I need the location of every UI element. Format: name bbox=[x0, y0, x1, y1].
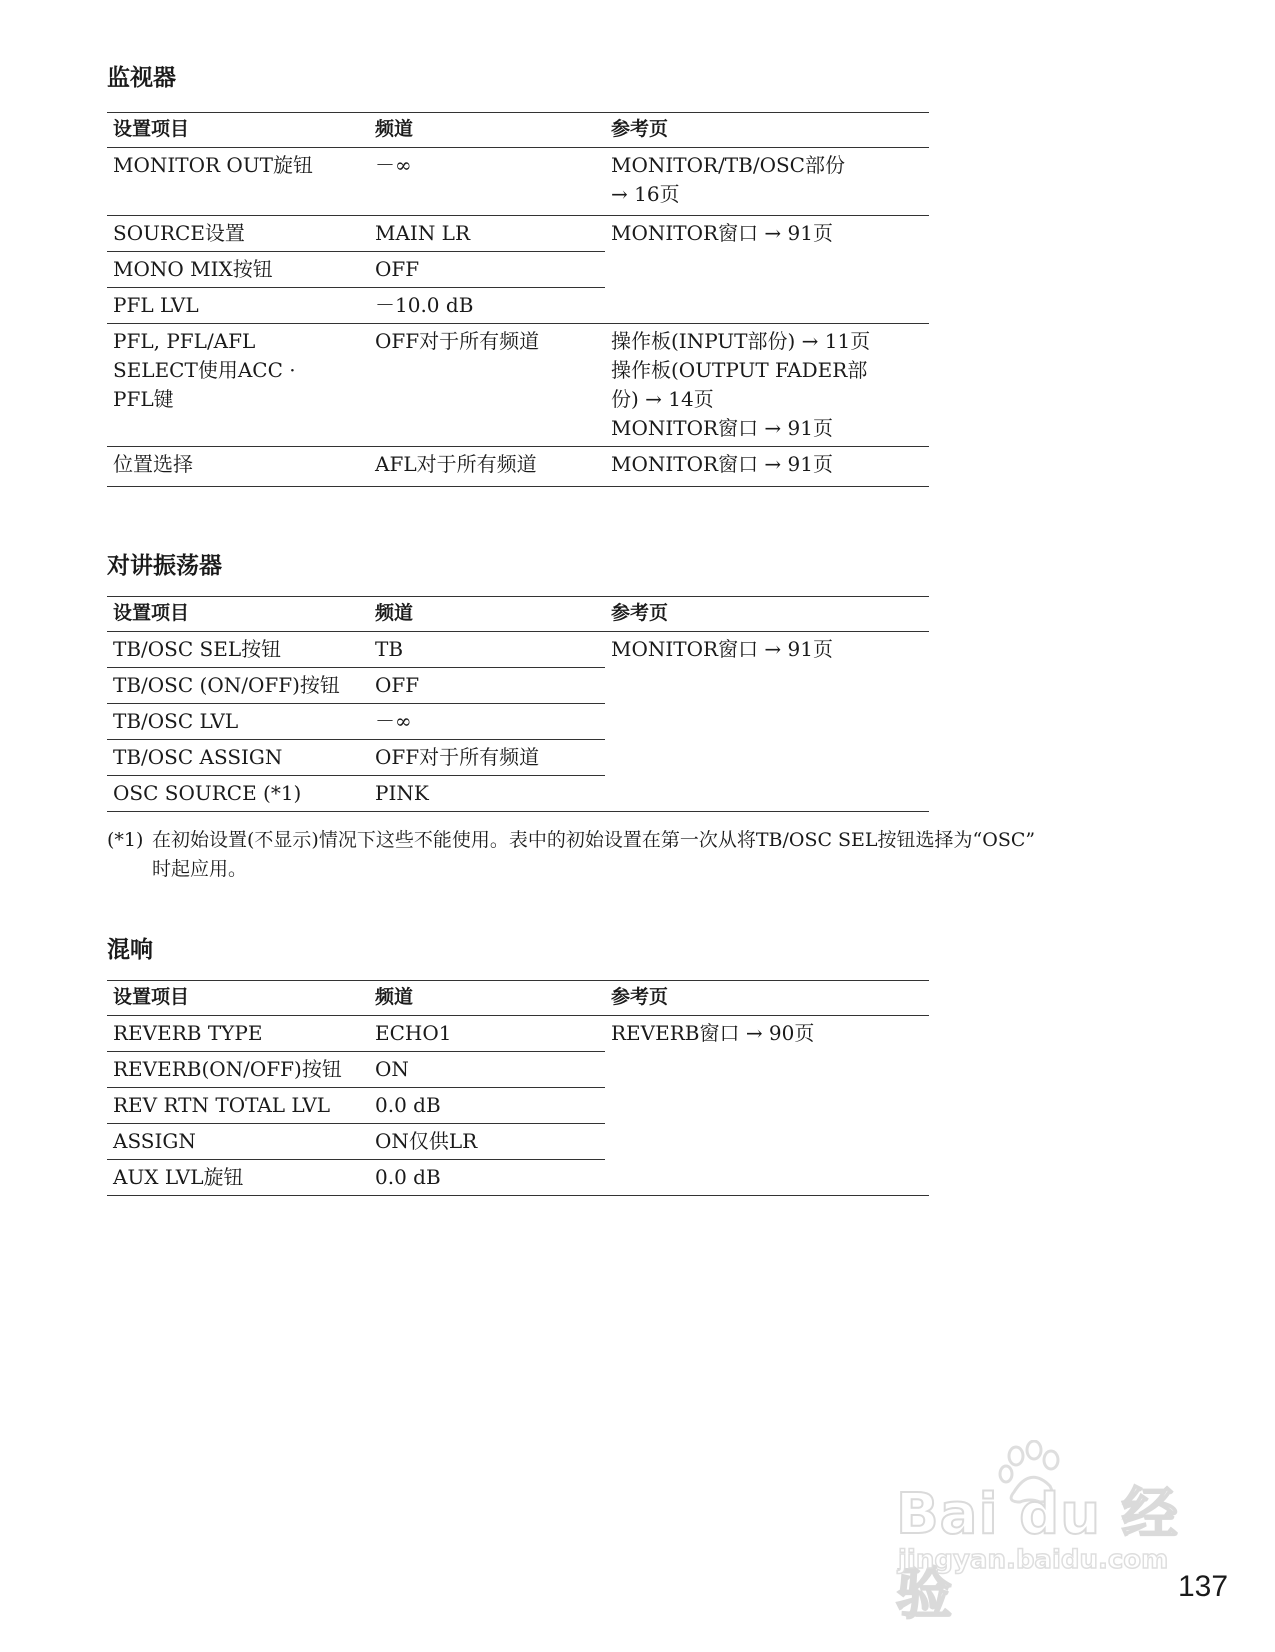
table-header-row bbox=[107, 981, 929, 1016]
channel-value: ECHO1 bbox=[369, 1016, 605, 1052]
header-reference: 参考页 bbox=[605, 981, 929, 1016]
section-title-monitor: 监视器 bbox=[107, 65, 176, 91]
setting-item: REV RTN TOTAL LVL bbox=[107, 1088, 369, 1124]
header-reference: 参考页 bbox=[605, 597, 929, 632]
header-reference: 参考页 bbox=[605, 113, 929, 148]
channel-value: －∞ bbox=[369, 704, 605, 740]
channel-value: ON仅供LR bbox=[369, 1124, 605, 1160]
reference-page bbox=[605, 324, 929, 447]
channel-value: －∞ bbox=[369, 148, 605, 216]
section-title-talkback: 对讲振荡器 bbox=[107, 553, 222, 579]
reference-line: MONITOR/TB/OSC部份 bbox=[611, 153, 845, 177]
reference-line: MONITOR窗口 → 91页 bbox=[611, 416, 833, 440]
setting-item: REVERB(ON/OFF)按钮 bbox=[107, 1052, 369, 1088]
table-header-row bbox=[107, 597, 929, 632]
channel-value: 0.0 dB bbox=[369, 1088, 605, 1124]
channel-value: 0.0 dB bbox=[369, 1160, 605, 1196]
section-title-reverb: 混响 bbox=[107, 937, 153, 963]
reference-line: 操作板(OUTPUT FADER部 bbox=[611, 358, 868, 382]
channel-value: TB bbox=[369, 632, 605, 668]
header-item: 设置项目 bbox=[107, 597, 369, 632]
setting-item: AUX LVL旋钮 bbox=[107, 1160, 369, 1196]
table-row bbox=[107, 324, 929, 447]
setting-item: TB/OSC SEL按钮 bbox=[107, 632, 369, 668]
reference-line: MONITOR窗口 → 91页 bbox=[611, 221, 833, 245]
channel-value: OFF bbox=[369, 668, 605, 704]
reference-page bbox=[605, 148, 929, 216]
header-channel: 频道 bbox=[369, 113, 605, 148]
reference-page bbox=[605, 216, 929, 324]
channel-value: ON bbox=[369, 1052, 605, 1088]
setting-item: ASSIGN bbox=[107, 1124, 369, 1160]
setting-item: MONITOR OUT旋钮 bbox=[107, 148, 369, 216]
setting-item-line: PFL键 bbox=[113, 387, 174, 411]
setting-item: OSC SOURCE (*1) bbox=[107, 776, 369, 812]
footnote-line bbox=[107, 826, 1187, 855]
setting-item: TB/OSC (ON/OFF)按钮 bbox=[107, 668, 369, 704]
channel-value: AFL对于所有频道 bbox=[369, 447, 605, 487]
channel-value: －10.0 dB bbox=[369, 288, 605, 324]
header-channel: 频道 bbox=[369, 981, 605, 1016]
setting-item: TB/OSC ASSIGN bbox=[107, 740, 369, 776]
reference-line: 操作板(INPUT部份) → 11页 bbox=[611, 329, 871, 353]
baidu-watermark bbox=[896, 1440, 1196, 1627]
setting-item: REVERB TYPE bbox=[107, 1016, 369, 1052]
header-channel: 频道 bbox=[369, 597, 605, 632]
channel-value: OFF对于所有频道 bbox=[369, 324, 605, 447]
reference-page: MONITOR窗口 → 91页 bbox=[605, 632, 929, 812]
setting-item: 位置选择 bbox=[107, 447, 369, 487]
setting-item-line: SELECT使用ACC · bbox=[113, 358, 296, 382]
watermark-url: jingyan.baidu.com bbox=[898, 1545, 1169, 1575]
channel-value: MAIN LR bbox=[369, 216, 605, 252]
watermark-logo: Bai du 经验 bbox=[896, 1482, 1179, 1627]
setting-item bbox=[107, 324, 369, 447]
channel-value: PINK bbox=[369, 776, 605, 812]
footnote-continuation: 时起应用。 bbox=[152, 858, 248, 880]
footnote-text: 在初始设置(不显示)情况下这些不能使用。表中的初始设置在第一次从将TB/OSC SEL按钮选择为“OSC” bbox=[152, 829, 1036, 851]
table-header-row bbox=[107, 113, 929, 148]
table-row bbox=[107, 148, 929, 216]
talkback-settings-table bbox=[107, 596, 929, 812]
table-row bbox=[107, 1016, 929, 1052]
table-row bbox=[107, 632, 929, 668]
header-item: 设置项目 bbox=[107, 981, 369, 1016]
footnote bbox=[107, 826, 1187, 884]
reference-page: REVERB窗口 → 90页 bbox=[605, 1016, 929, 1196]
setting-item: PFL LVL bbox=[107, 288, 369, 324]
table-row bbox=[107, 447, 929, 487]
footnote-mark: (*1) bbox=[107, 829, 144, 851]
channel-value: OFF bbox=[369, 252, 605, 288]
reference-line: → 16页 bbox=[611, 182, 680, 206]
monitor-settings-table bbox=[107, 112, 929, 487]
header-item: 设置项目 bbox=[107, 113, 369, 148]
page-number: 137 bbox=[1178, 1570, 1229, 1603]
table-row bbox=[107, 216, 929, 252]
setting-item: TB/OSC LVL bbox=[107, 704, 369, 740]
setting-item: SOURCE设置 bbox=[107, 216, 369, 252]
reference-line: 份) → 14页 bbox=[611, 387, 714, 411]
setting-item: MONO MIX按钮 bbox=[107, 252, 369, 288]
channel-value: OFF对于所有频道 bbox=[369, 740, 605, 776]
setting-item-line: PFL, PFL/AFL bbox=[113, 329, 256, 353]
reverb-settings-table bbox=[107, 980, 929, 1196]
reference-line: MONITOR窗口 → 91页 bbox=[611, 452, 833, 476]
reference-page bbox=[605, 447, 929, 487]
